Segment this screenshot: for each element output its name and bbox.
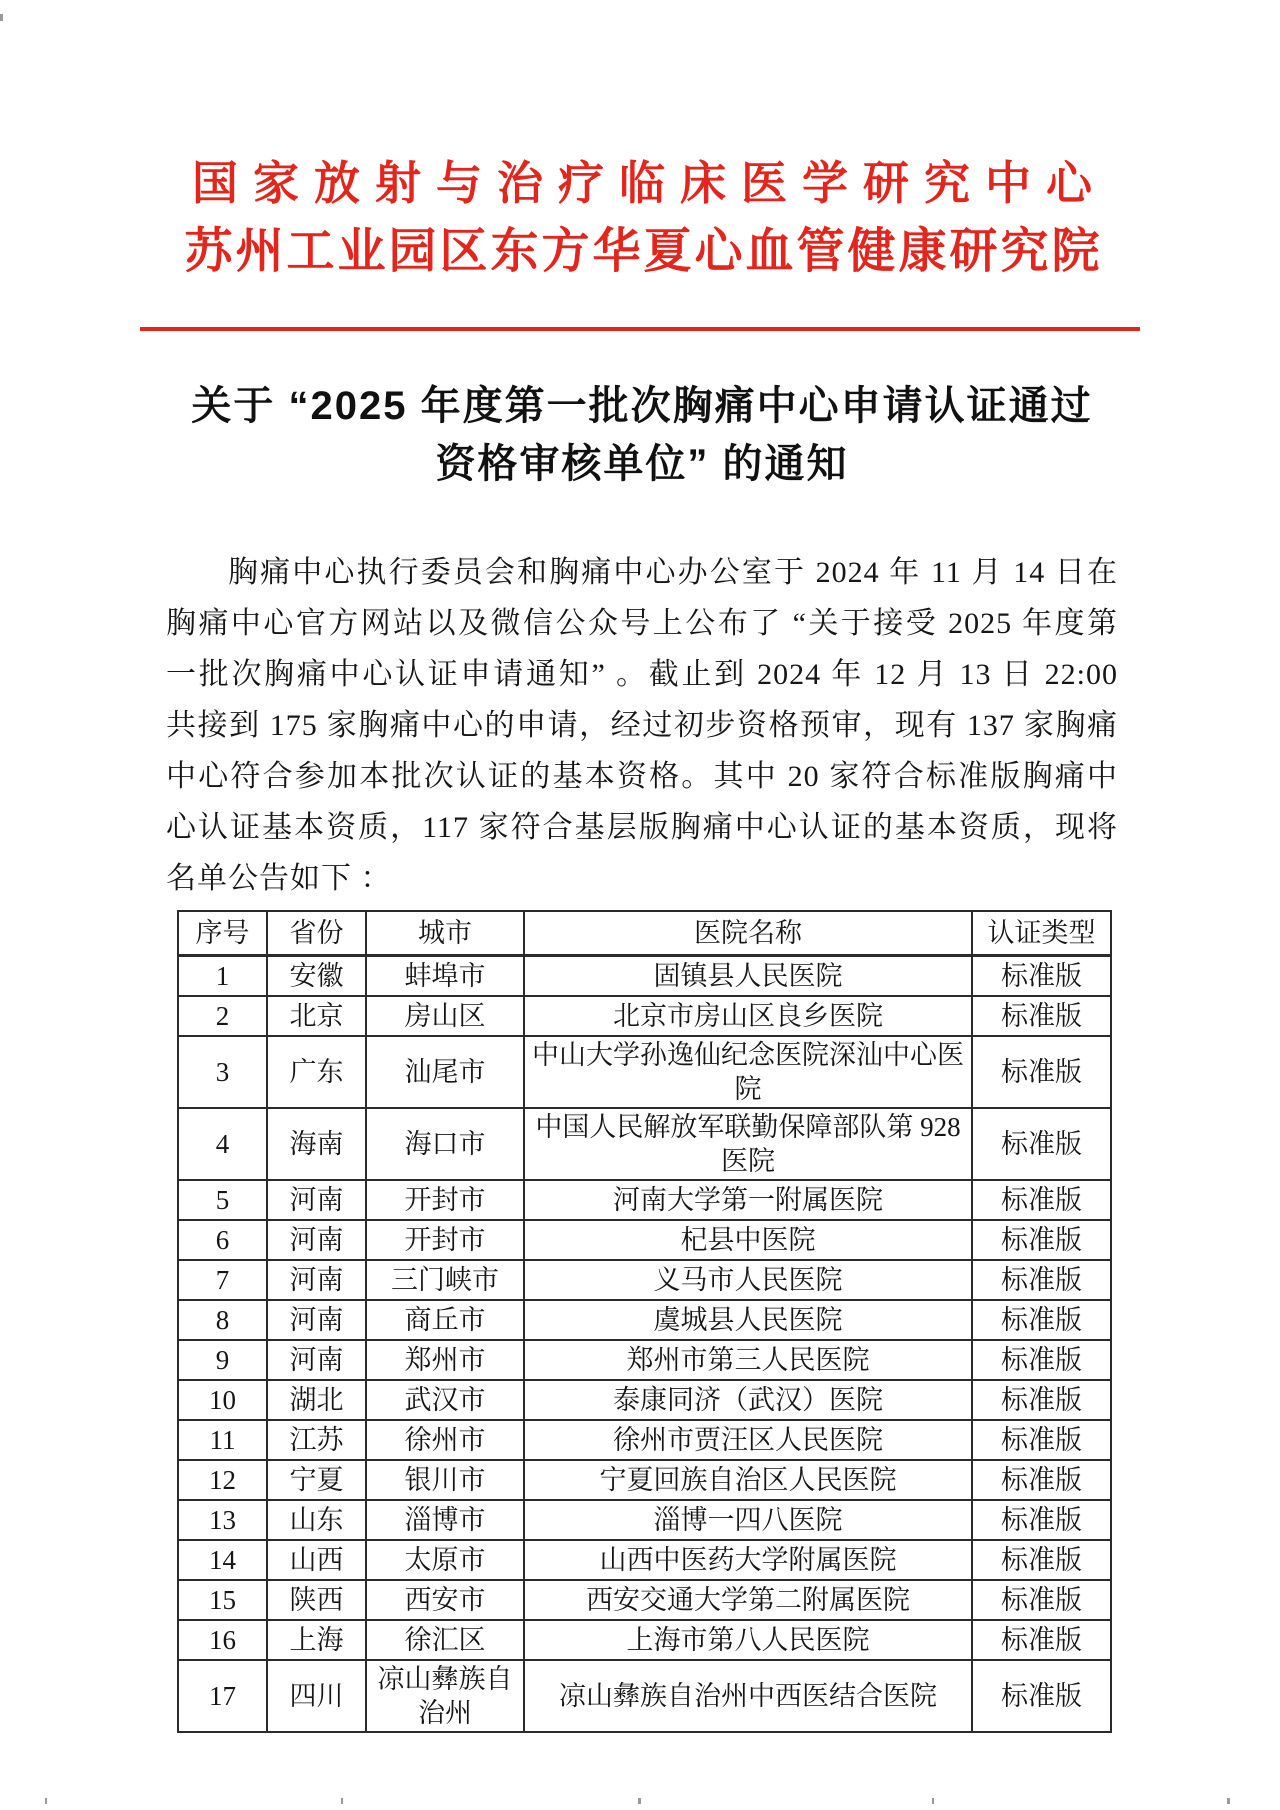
table-cell: 5 [178,1180,267,1220]
table-cell: 7 [178,1260,267,1300]
table-row [178,1340,1111,1380]
table-cell: 徐州市贾汪区人民医院 [524,1420,972,1460]
table-cell: 标准版 [972,1260,1111,1300]
table-cell: 泰康同济（武汉）医院 [524,1380,972,1420]
table-cell: 海南 [267,1108,366,1180]
table-row [178,1260,1111,1300]
scan-artifact [341,1798,343,1804]
table-cell: 河南 [267,1300,366,1340]
column-header: 医院名称 [524,911,972,956]
table-cell: 宁夏 [267,1460,366,1500]
table-cell: 淄博市 [366,1500,524,1540]
table-cell: 郑州市第三人民医院 [524,1340,972,1380]
table-cell: 山西 [267,1540,366,1580]
table-cell: 开封市 [366,1220,524,1260]
scan-artifact [1227,1798,1230,1804]
table-cell: 山西中医药大学附属医院 [524,1540,972,1580]
org-name-line1: 国家放射与治疗临床医学研究中心 [192,158,1107,209]
document-title-line2: 资格审核单位” 的通知 [435,442,849,486]
table-cell: 义马市人民医院 [524,1260,972,1300]
table-row [178,1660,1111,1732]
table-cell: 标准版 [972,956,1111,997]
table-cell: 四川 [267,1660,366,1732]
table-cell: 标准版 [972,1108,1111,1180]
document-title-line1: 关于 “2025 年度第一批次胸痛中心申请认证通过 [191,384,1093,428]
table-body [178,956,1111,1733]
table-cell: 河南 [267,1340,366,1380]
table-cell: 标准版 [972,1380,1111,1420]
table-cell: 杞县中医院 [524,1220,972,1260]
hospital-roster-table [177,910,1112,1733]
table-cell: 凉山彝族自治州 [366,1660,524,1732]
table-cell: 太原市 [366,1540,524,1580]
document-title [166,377,1118,493]
table-cell: 山东 [267,1500,366,1540]
table-cell: 河南大学第一附属医院 [524,1180,972,1220]
table-cell: 15 [178,1580,267,1620]
paragraph-line: 胸痛中心执行委员会和胸痛中心办公室于 2024 年 11 月 14 日在 [228,556,1118,589]
table-row [178,1220,1111,1260]
document-page [166,0,1118,1733]
table-cell: 12 [178,1460,267,1500]
paragraph-line: 中心符合参加本批次认证的基本资格。其中 20 家符合标准版胸痛中 [166,760,1118,793]
table-cell: 凉山彝族自治州中西医结合医院 [524,1660,972,1732]
table-cell: 标准版 [972,996,1111,1036]
body-paragraph [166,547,1118,904]
paragraph-line: 胸痛中心官方网站以及微信公众号上公布了 “关于接受 2025 年度第 [166,607,1118,640]
table-cell: 标准版 [972,1500,1111,1540]
table-cell: 标准版 [972,1420,1111,1460]
table-cell: 虞城县人民医院 [524,1300,972,1340]
table-cell: 徐汇区 [366,1620,524,1660]
table-cell: 1 [178,956,267,997]
table-cell: 宁夏回族自治区人民医院 [524,1460,972,1500]
table-header-row [178,911,1111,956]
letterhead-divider [140,327,1140,331]
table-cell: 湖北 [267,1380,366,1420]
table-cell: 江苏 [267,1420,366,1460]
table-cell: 河南 [267,1220,366,1260]
table-row [178,1540,1111,1580]
table-cell: 标准版 [972,1036,1111,1108]
table-cell: 三门峡市 [366,1260,524,1300]
table-header [178,911,1111,956]
table-cell: 10 [178,1380,267,1420]
table-cell: 房山区 [366,996,524,1036]
table-cell: 西安交通大学第二附属医院 [524,1580,972,1620]
table-cell: 西安市 [366,1580,524,1620]
table-cell: 标准版 [972,1660,1111,1732]
table-cell: 银川市 [366,1460,524,1500]
column-header: 序号 [178,911,267,956]
table-row [178,1580,1111,1620]
table-cell: 2 [178,996,267,1036]
table-cell: 蚌埠市 [366,956,524,997]
column-header: 省份 [267,911,366,956]
table-cell: 标准版 [972,1340,1111,1380]
letterhead [166,150,1118,286]
table-cell: 标准版 [972,1460,1111,1500]
table-cell: 郑州市 [366,1340,524,1380]
table-row [178,1420,1111,1460]
table-cell: 17 [178,1660,267,1732]
scan-artifact [932,1798,934,1804]
table-cell: 6 [178,1220,267,1260]
table-cell: 河南 [267,1260,366,1300]
table-cell: 武汉市 [366,1380,524,1420]
table-cell: 广东 [267,1036,366,1108]
table-row [178,1500,1111,1540]
table-row [178,956,1111,997]
table-cell: 标准版 [972,1580,1111,1620]
table-cell: 开封市 [366,1180,524,1220]
table-cell: 14 [178,1540,267,1580]
table-row [178,1036,1111,1108]
table-cell: 8 [178,1300,267,1340]
table-cell: 9 [178,1340,267,1380]
table-cell: 标准版 [972,1300,1111,1340]
paragraph-line: 名单公告如下 ： [166,862,392,895]
paragraph-line: 一批次胸痛中心认证申请通知” 。截止到 2024 年 12 月 13 日 22:00 [166,658,1118,691]
table-cell: 汕尾市 [366,1036,524,1108]
table-cell: 上海市第八人民医院 [524,1620,972,1660]
table-cell: 中国人民解放军联勤保障部队第 928 医院 [524,1108,972,1180]
table-cell: 标准版 [972,1220,1111,1260]
table-cell: 标准版 [972,1540,1111,1580]
table-row [178,1108,1111,1180]
table-cell: 安徽 [267,956,366,997]
table-row [178,1380,1111,1420]
scan-artifact [45,1798,47,1804]
table-cell: 11 [178,1420,267,1460]
table-cell: 海口市 [366,1108,524,1180]
table-cell: 标准版 [972,1620,1111,1660]
table-cell: 北京 [267,996,366,1036]
org-name-line2: 苏州工业园区东方华夏心血管健康研究院 [184,225,1103,278]
table-cell: 3 [178,1036,267,1108]
table-row [178,1460,1111,1500]
table-row [178,1180,1111,1220]
table-row [178,1620,1111,1660]
column-header: 城市 [366,911,524,956]
scan-artifact [638,1798,641,1804]
table-cell: 商丘市 [366,1300,524,1340]
scan-artifact [0,14,3,21]
paragraph-line: 共接到 175 家胸痛中心的申请，经过初步资格预审，现有 137 家胸痛 [166,709,1118,742]
column-header: 认证类型 [972,911,1111,956]
table-cell: 4 [178,1108,267,1180]
paragraph-line: 心认证基本资质，117 家符合基层版胸痛中心认证的基本资质，现将 [166,811,1118,844]
table-cell: 固镇县人民医院 [524,956,972,997]
table-row [178,996,1111,1036]
table-cell: 徐州市 [366,1420,524,1460]
table-cell: 16 [178,1620,267,1660]
table-cell: 13 [178,1500,267,1540]
table-cell: 标准版 [972,1180,1111,1220]
table-cell: 淄博一四八医院 [524,1500,972,1540]
table-cell: 北京市房山区良乡医院 [524,996,972,1036]
table-cell: 陕西 [267,1580,366,1620]
table-cell: 河南 [267,1180,366,1220]
table-cell: 上海 [267,1620,366,1660]
table-cell: 中山大学孙逸仙纪念医院深汕中心医院 [524,1036,972,1108]
table-row [178,1300,1111,1340]
